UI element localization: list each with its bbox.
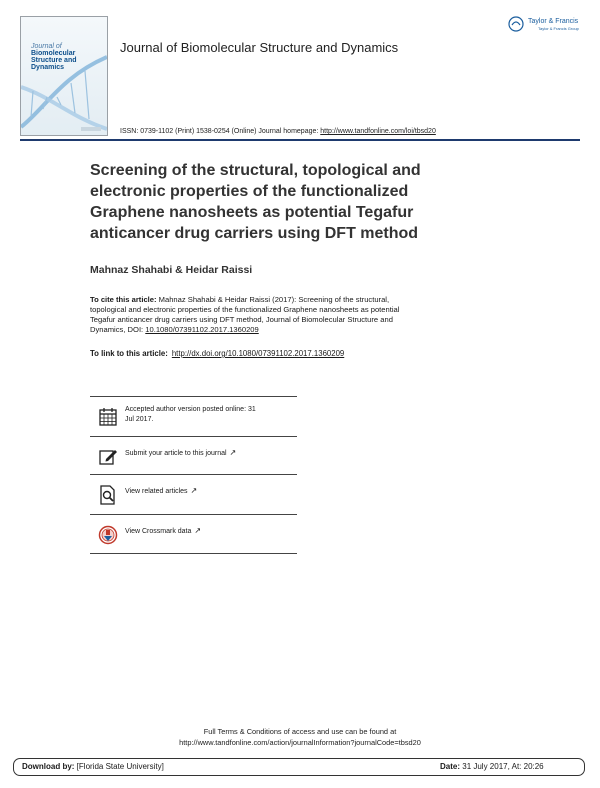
- cover-journal-small: Journal of: [31, 43, 62, 50]
- publisher-logo[interactable]: [508, 16, 584, 34]
- related-articles-item[interactable]: [90, 474, 297, 513]
- calendar-icon: [98, 407, 118, 427]
- document-search-icon: [98, 485, 118, 505]
- header-divider: [20, 139, 580, 141]
- actions-bottom-divider: [90, 553, 297, 554]
- accepted-version-text: [125, 405, 256, 425]
- citation-text: Mahnaz Shahabi & Heidar Raissi (2017): Screening of the structural,: [156, 295, 390, 304]
- submit-article-link[interactable]: [125, 448, 236, 459]
- crossmark-item[interactable]: [90, 514, 297, 555]
- citation-doi-link[interactable]: 10.1080/07391102.2017.1360209: [145, 325, 259, 334]
- downloaded-by: [22, 762, 164, 771]
- cover-title: [31, 43, 101, 71]
- journal-title[interactable]: Journal of Biomolecular Structure and Dynamics: [120, 40, 399, 55]
- journal-homepage-link[interactable]: http://www.tandfonline.com/loi/tbsd20: [320, 128, 436, 135]
- citation-text: topological and electronic properties of the functionalized Graphene nanosheets as potential: [90, 305, 400, 314]
- cover-title-line1: Biomolecular: [31, 50, 76, 57]
- accepted-version-item: [90, 396, 297, 437]
- submit-article-label: Submit your article to this journal: [125, 450, 227, 457]
- terms-url-link[interactable]: http://www.tandfonline.com/action/journalInformation?journalCode=tbsd20: [179, 738, 421, 747]
- citation-block: [90, 295, 510, 335]
- accepted-version-line: Jul 2017.: [125, 416, 154, 423]
- crossmark-icon: [98, 525, 118, 545]
- article-authors: Mahnaz Shahabi & Heidar Raissi: [90, 264, 253, 276]
- issn-line: [120, 128, 436, 135]
- external-link-icon: ↗: [194, 526, 202, 535]
- issn-text: ISSN: 0739-1102 (Print) 1538-0254 (Online) Journal homepage:: [120, 128, 321, 135]
- dna-helix-graphic: [21, 17, 107, 135]
- related-articles-label: View related articles: [125, 488, 188, 495]
- article-title-line: anticancer drug carriers using DFT method: [90, 225, 419, 242]
- article-title: [90, 160, 510, 244]
- article-link-label: To link to this article:: [90, 349, 168, 358]
- terms-footer: [0, 726, 600, 748]
- accepted-version-line: Accepted author version posted online: 31: [125, 406, 256, 413]
- related-articles-link[interactable]: [125, 486, 197, 497]
- submit-article-item[interactable]: [90, 436, 297, 475]
- publisher-logo-text: Taylor & Francis: [528, 18, 579, 25]
- citation-text: Dynamics, DOI:: [90, 325, 146, 334]
- crossmark-label: View Crossmark data: [125, 528, 192, 535]
- article-link-line: [90, 349, 344, 358]
- article-title-line: Screening of the structural, topological and: [90, 162, 421, 179]
- download-date-label: Date:: [440, 762, 461, 771]
- article-doi-url-link[interactable]: http://dx.doi.org/10.1080/07391102.2017.1360209: [171, 349, 345, 358]
- external-link-icon: ↗: [190, 486, 198, 495]
- citation-text: Tegafur anticancer drug carriers using DFT method, Journal of Biomolecular Structure and: [90, 315, 393, 324]
- cover-title-line2: Structure and Dynamics: [31, 57, 77, 71]
- article-title-line: electronic properties of the functionalized: [90, 183, 409, 200]
- publisher-logo-icon: [508, 16, 524, 32]
- download-date-value: 31 July 2017, At: 20:26: [460, 762, 544, 771]
- crossmark-link[interactable]: [125, 526, 201, 537]
- downloaded-by-label: Download by:: [22, 762, 75, 771]
- citation-label: To cite this article:: [90, 295, 157, 304]
- external-link-icon: ↗: [229, 448, 237, 457]
- article-title-line: Graphene nanosheets as potential Tegafur: [90, 204, 414, 221]
- terms-text: Full Terms & Conditions of access and use can be found at: [203, 727, 397, 736]
- download-date: [440, 762, 544, 771]
- downloaded-by-value: [Florida State University]: [74, 762, 164, 771]
- journal-cover-thumbnail: [20, 16, 108, 136]
- edit-icon: [98, 447, 118, 467]
- publisher-logo-subtext: Taylor & Francis Group: [538, 26, 579, 31]
